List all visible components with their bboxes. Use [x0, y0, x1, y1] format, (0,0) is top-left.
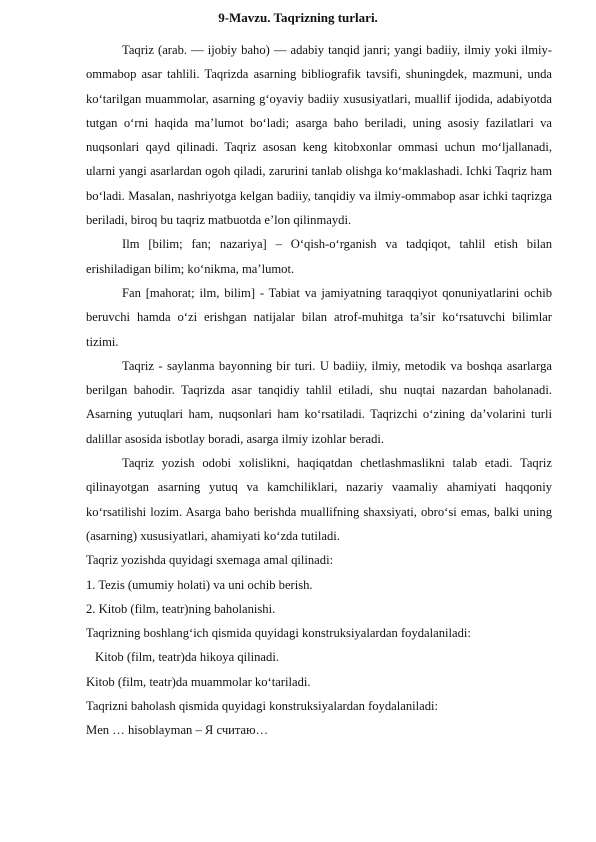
paragraph-taqriz-ethics: Taqriz yozish odobi xolislikni, haqiqatdan chetlashmaslikni talab etadi. Taqriz qilinayotgan asarning yutuq va kamchiliklari, nazariy vaamaliy ahamiyati haqqoniy ko‘rsatilishi lozim. Asarga baho berishda muallifning shaxsiyati, obro‘si emas, balki uning (asarning) xususiyatlari, ahamiyati ko‘zda tutiladi. — [86, 456, 552, 543]
text-line: Kitob (film, teatr)da hikoya qilinadi. — [95, 650, 279, 665]
list-item: 2. Kitob (film, teatr)ning baholanishi. — [86, 601, 276, 616]
list-item: 1. Tezis (umumiy holati) va uni ochib berish. — [86, 577, 313, 592]
text-line: Taqriz yozishda quyidagi sxemaga amal qilinadi: — [86, 553, 334, 568]
text-line: Taqrizning boshlang‘ich qismida quyidagi konstruksiyalardan foydalaniladi: — [86, 626, 471, 641]
paragraph-taqriz-type: Taqriz - saylanma bayonning bir turi. U badiiy, ilmiy, metodik va boshqa asarlarga berilgan bahodir. Taqrizda asar tanqidiy tahlil etiladi, shu nuqtai nazardan baholanadi. Asarning yutuqlari ham, nuqsonlari ham ko‘rsatiladi. Taqrizchi o‘zining da’volarini turli dalillar asosida isbotlay boradi, asarga ilmiy izohlar beradi. — [86, 358, 552, 446]
text-line: Kitob (film, teatr)da muammolar ko‘tariladi. — [86, 674, 311, 689]
document-body — [86, 38, 552, 743]
paragraph-fan-definition: Fan [mahorat; ilm, bilim] - Tabiat va jamiyatning taraqqiyot qonuniyatlarini ochib beruvchi hamda o‘zi erishgan natijalar bilan atrof-muhitga ta’sir ko‘rsatuvchi bilimlar tizimi. — [86, 285, 552, 349]
page-title: 9-Mavzu. Taqrizning turlari. — [218, 10, 378, 25]
text-line: Men … hisoblayman – Я считаю… — [86, 723, 269, 738]
paragraph-taqriz-definition: Taqriz (arab. — ijobiy baho) — adabiy tanqid janri; yangi badiiy, ilmiy yoki ilmiy-ommabop asar tahlili. Taqrizda asarning bibliografik tavsifi, shuningdek, mazmuni, unda ko‘tarilgan muammolar, asarning g‘oyaviy badiiy xususiyatlari, muallif ijodida, adabiyotda tutgan o‘rni haqida ma’lumot bo‘ladi; asarga baho beriladi, uning asosiy fazilatlari va nuqsonlari qayd qilinadi. Taqriz asosan keng kitobxonlar ommasi uchun mo‘ljallanadi, ularni yangi asarlardan ogoh qiladi, zarurini tanlab olishga ko‘maklashadi. Ichki Taqriz ham bo‘ladi. Masalan, nashriyotga kelgan badiiy, tanqidiy va ilmiy-ommabop asar ichki taqrizga beriladi, biroq bu taqriz matbuotda e’lon qilinmaydi. — [86, 43, 552, 228]
paragraph-ilm-definition: Ilm [bilim; fan; nazariya] – O‘qish-o‘rganish va tadqiqot, tahlil etish bilan erishiladigan bilim; ko‘nikma, ma’lumot. — [86, 237, 552, 276]
text-line: Taqrizni baholash qismida quyidagi konstruksiyalardan foydalaniladi: — [86, 699, 439, 714]
